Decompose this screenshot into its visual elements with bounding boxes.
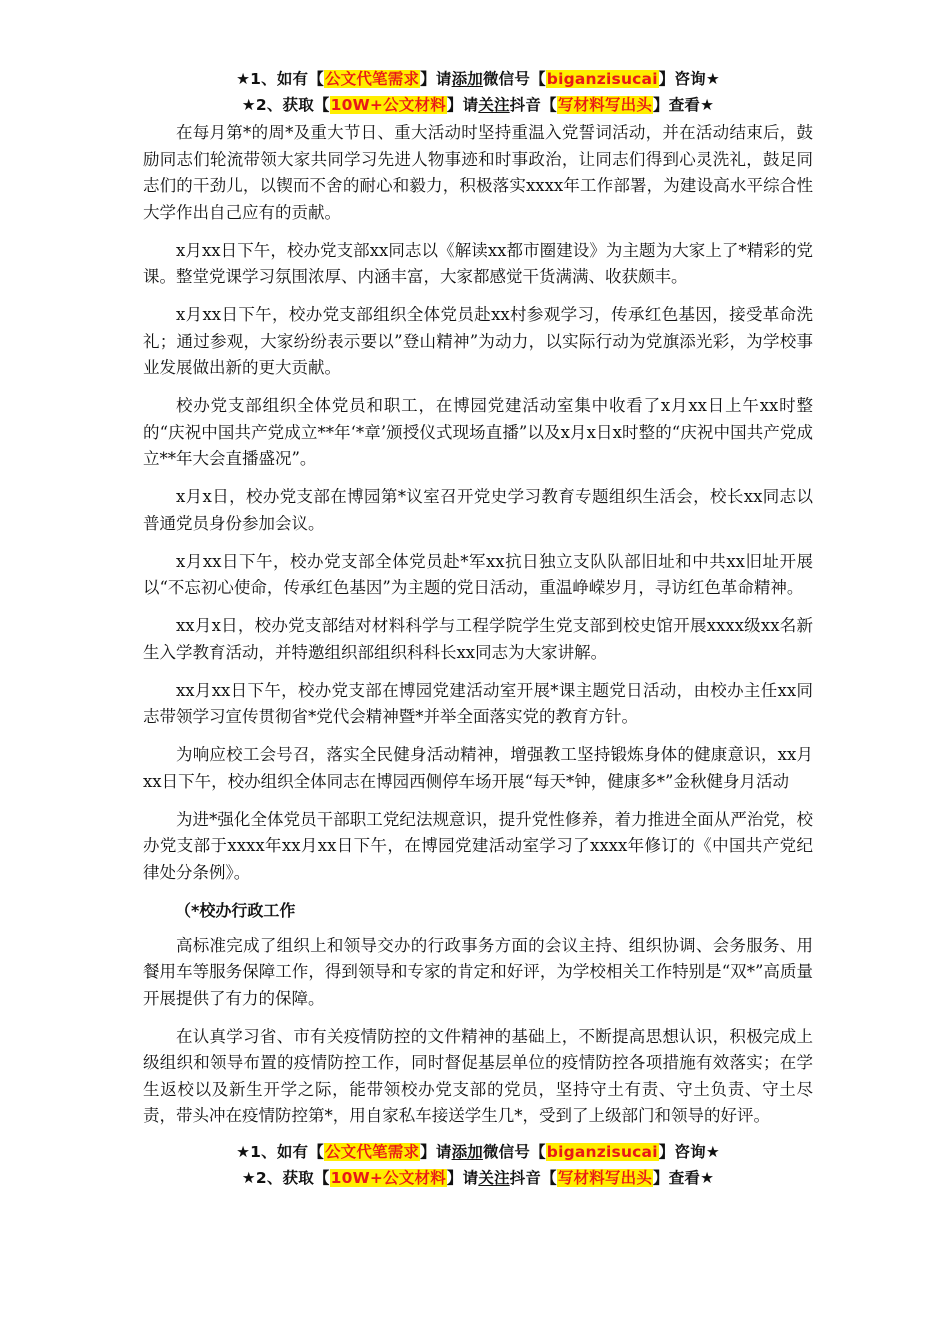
promo-text: ★1、如有【 [236, 70, 324, 88]
promo-line-2 [143, 92, 813, 118]
promo-text: ★1、如有【 [236, 1143, 324, 1161]
body-paragraph: x月xx日下午，校办党支部组织全体党员赴xx村参观学习，传承红色基因，接受革命洗礼；通过参观，大家纷纷表示要以”登山精神”为动力，以实际行动为党旗添光彩，为学校事业发展做出新的更大贡献。 [143, 305, 813, 377]
promo-text: 抖音【 [509, 1169, 557, 1187]
promo-text: 】请 [420, 1143, 452, 1161]
promo-underline: 添加 [451, 1143, 483, 1161]
promo-line-1 [143, 1139, 813, 1165]
body-paragraph: xx月xx日下午，校办党支部在博园党建活动室开展*课主题党日活动，由校办主任xx同志带领学习宣传贯彻省*党代会精神暨*并举全面落实党的教育方针。 [143, 680, 813, 726]
document-page [143, 66, 813, 1191]
document-body [143, 120, 813, 1130]
promo-banner-top [143, 66, 813, 118]
promo-highlight: 写材料写出头 [557, 96, 653, 114]
promo-highlight: biganzisucai [546, 70, 658, 88]
promo-text: ★2、获取【 [241, 1169, 330, 1187]
body-paragraph: xx月x日，校办党支部结对材料科学与工程学院学生党支部到校史馆开展xxxx级xx名新生入学教育活动，并特邀组织部组织科科长xx同志为大家讲解。 [143, 616, 813, 662]
body-paragraph: x月x日，校办党支部在博园第*议室召开党史学习教育专题组织生活会，校长xx同志以普通党员身份参加会议。 [143, 487, 813, 533]
promo-highlight: 公文代笔需求 [324, 70, 420, 88]
promo-text: 微信号【 [482, 1143, 546, 1161]
body-paragraph: 为进*强化全体党员干部职工党纪法规意识，提升党性修养，着力推进全面从严治党，校办党支部于xxxx年xx月xx日下午，在博园党建活动室学习了xxxx年修订的《中国共产党纪律处分条例》。 [143, 809, 813, 882]
section-heading: （*校办行政工作 [175, 900, 296, 920]
promo-underline: 添加 [451, 70, 483, 88]
promo-banner-bottom [143, 1139, 813, 1191]
promo-text: 微信号【 [482, 70, 546, 88]
promo-text: 抖音【 [509, 96, 557, 114]
promo-text: 】请 [446, 1169, 479, 1187]
body-paragraph: 校办党支部组织全体党员和职工，在博园党建活动室集中收看了x月xx日上午xx时整的“庆祝中国共产党成立**年‘*章’颁授仪式现场直播”以及x月x日x时整的“庆祝中国共产党成立**年大会直播盛况”。 [143, 396, 813, 468]
promo-text: 】咨询★ [658, 70, 720, 88]
promo-line-2 [143, 1165, 813, 1191]
body-paragraph: x月xx日下午，校办党支部xx同志以《解读xx都市圈建设》为主题为大家上了*精彩的党课。整堂党课学习氛围浓厚、内涵丰富，大家都感觉干货满满、收获颇丰。 [143, 240, 813, 286]
promo-text: 】咨询★ [658, 1143, 720, 1161]
promo-text: 】请 [420, 70, 452, 88]
promo-text: 】查看★ [653, 96, 715, 114]
promo-highlight: 写材料写出头 [557, 1169, 653, 1187]
body-paragraph: 在认真学习省、市有关疫情防控的文件精神的基础上，不断提高思想认识，积极完成上级组织和领导布置的疫情防控工作，同时督促基层单位的疫情防控各项措施有效落实；在学生返校以及新生开学之际，能带领校办党支部的党员，坚持守土有责、守土负责、守土尽责，带头冲在疫情防控第*，用自家私车接送学生几*，受到了上级部门和领导的好评。 [143, 1026, 813, 1125]
promo-underline: 关注 [478, 1169, 510, 1187]
body-paragraph: 高标准完成了组织上和领导交办的行政事务方面的会议主持、组织协调、会务服务、用餐用车等服务保障工作，得到领导和专家的肯定和好评，为学校相关工作特别是“双*”高质量开展提供了有力的保障。 [143, 935, 813, 1008]
promo-line-1 [143, 66, 813, 92]
promo-text: ★2、获取【 [241, 96, 330, 114]
promo-highlight: biganzisucai [546, 1143, 658, 1161]
promo-text: 】请 [446, 96, 479, 114]
promo-text: 】查看★ [653, 1169, 715, 1187]
promo-underline: 关注 [478, 96, 510, 114]
body-paragraph: 为响应校工会号召，落实全民健身活动精神，增强教工坚持锻炼身体的健康意识，xx月xx日下午，校办组织全体同志在博园西侧停车场开展“每天*钟，健康多*”金秋健身月活动 [143, 745, 813, 791]
promo-highlight: 公文代笔需求 [324, 1143, 420, 1161]
body-paragraph: x月xx日下午，校办党支部全体党员赴*军xx抗日独立支队队部旧址和中共xx旧址开展以“不忘初心使命，传承红色基因”为主题的党日活动，重温峥嵘岁月，寻访红色革命精神。 [143, 551, 813, 597]
promo-highlight: 10W+公文材料 [330, 96, 446, 114]
body-paragraph: 在每月第*的周*及重大节日、重大活动时坚持重温入党誓词活动，并在活动结束后，鼓励同志们轮流带领大家共同学习先进人物事迹和时事政治，让同志们得到心灵洗礼，鼓足同志们的干劲儿，以锲而不舍的耐心和毅力，积极落实xxxx年工作部署，为建设高水平综合性大学作出自己应有的贡献。 [143, 123, 813, 222]
promo-highlight: 10W+公文材料 [330, 1169, 446, 1187]
